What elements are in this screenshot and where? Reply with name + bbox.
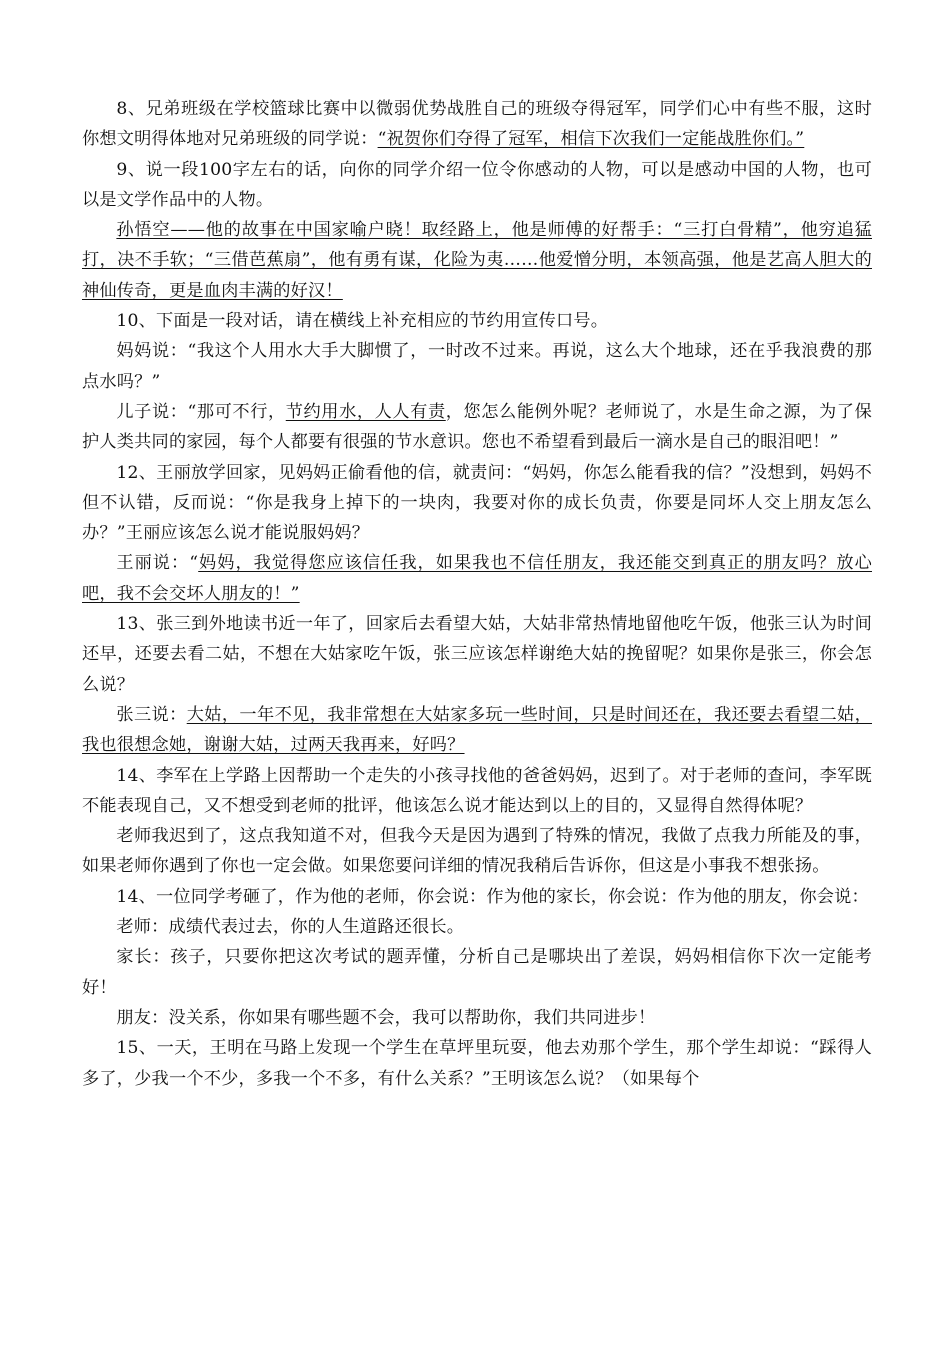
paragraph — [82, 882, 872, 912]
paragraph — [82, 700, 872, 761]
paragraph — [82, 94, 872, 155]
text-run: 家长：孩子，只要你把这次考试的题弄懂，分析自己是哪块出了差误，妈妈相信你下次一定能考好！ — [82, 947, 872, 998]
text-run: 老师我迟到了，这点我知道不对，但我今天是因为遇到了特殊的情况，我做了点我力所能及的事，如果老师你遇到了你也一定会做。如果您要问详细的情况我稍后告诉你，但这是小事我不想张扬。 — [82, 826, 872, 877]
text-run: 9、说一段100字左右的话，向你的同学介绍一位令你感动的人物，可以是感动中国的人物，也可以是文学作品中的人物。 — [82, 159, 872, 210]
text-run: 14、一位同学考砸了，作为他的老师，你会说：作为他的家长，你会说：作为他的朋友，你会说： — [116, 886, 869, 907]
paragraph — [82, 821, 872, 882]
paragraph — [82, 548, 872, 609]
paragraph — [82, 912, 872, 942]
text-run: 8、兄弟班级在学校篮球比赛中以微弱优势战胜自己的班级夺得冠军，同学们心中有些不服，这时你想文明得体地对兄弟班级的同学说： — [82, 99, 872, 150]
text-run: 朋友：没关系，你如果有哪些题不会，我可以帮助你，我们共同进步！ — [116, 1007, 656, 1028]
text-run: 张三说： — [116, 704, 187, 725]
underlined-answer: “祝贺你们夺得了冠军，相信下次我们一定能战胜你们。” — [377, 129, 805, 150]
paragraph — [82, 458, 872, 549]
paragraph — [82, 1033, 872, 1094]
underlined-answer: 节约用水，人人有责 — [285, 401, 446, 422]
text-run: 王丽说：“ — [116, 553, 199, 574]
text-run: 12、王丽放学回家，见妈妈正偷看他的信，就责问：“妈妈，你怎么能看我的信？”没想到，妈妈不但不认错，反而说：“你是我身上掉下的一块肉，我要对你的成长负责，你要是同坏人交上朋友怎么办？”王丽应该怎么说才能说服妈妈？ — [82, 462, 872, 544]
underlined-answer: 妈妈，我觉得您应该信任我，如果我也不信任朋友，我还能交到真正的朋友吗？放心吧，我不会交坏人朋友的！” — [82, 553, 872, 604]
document-body — [82, 94, 872, 1094]
text-run: 14、李军在上学路上因帮助一个走失的小孩寻找他的爸爸妈妈，迟到了。对于老师的查问，李军既不能表现自己，又不想受到老师的批评，他该怎么说才能达到以上的目的，又显得自然得体呢？ — [82, 765, 872, 816]
paragraph — [82, 155, 872, 216]
text-run: 13、张三到外地读书近一年了，回家后去看望大姑，大姑非常热情地留他吃午饭，他张三认为时间还早，还要去看二姑，不想在大姑家吃午饭，张三应该怎样谢绝大姑的挽留呢？如果你是张三，你会怎么说？ — [82, 614, 872, 695]
text-run: 15、一天，王明在马路上发现一个学生在草坪里玩耍，他去劝那个学生，那个学生却说：“踩得人多了，少我一个不少，多我一个不多，有什么关系？”王明该怎么说？（如果每个 — [82, 1038, 872, 1089]
paragraph — [82, 609, 872, 700]
paragraph — [82, 942, 872, 1003]
text-run: 妈妈说：“我这个人用水大手大脚惯了，一时改不过来。再说，这么大个地球，还在乎我浪费的那点水吗？” — [82, 341, 872, 392]
paragraph — [82, 761, 872, 822]
paragraph — [82, 215, 872, 306]
paragraph — [82, 397, 872, 458]
text-run: 10、下面是一段对话，请在横线上补充相应的节约用宣传口号。 — [116, 311, 609, 332]
paragraph — [82, 1003, 872, 1033]
paragraph — [82, 306, 872, 336]
underlined-answer: 孙悟空——他的故事在中国家喻户晓！取经路上，他是师傅的好帮手：“三打白骨精”，他穷追猛打，决不手软；“三借芭蕉扇”，他有勇有谋，化险为夷……他爱憎分明，本领高强，他是艺高人胆大的神仙传奇，更是血肉丰满的好汉！ — [82, 220, 872, 301]
text-run: 儿子说：“那可不行， — [116, 401, 286, 422]
text-run: 老师：成绩代表过去，你的人生道路还很长。 — [116, 917, 465, 938]
underlined-answer: 大姑，一年不见，我非常想在大姑家多玩一些时间，只是时间还在，我还要去看望二姑，我也很想念她，谢谢大姑，过两天我再来，好吗？ — [82, 704, 872, 756]
paragraph — [82, 336, 872, 397]
text-run: ，您怎么能例外呢？老师说了，水是生命之源，为了保护人类共同的家园，每个人都要有很强的节水意识。您也不希望看到最后一滴水是自己的眼泪吧！” — [82, 401, 872, 453]
